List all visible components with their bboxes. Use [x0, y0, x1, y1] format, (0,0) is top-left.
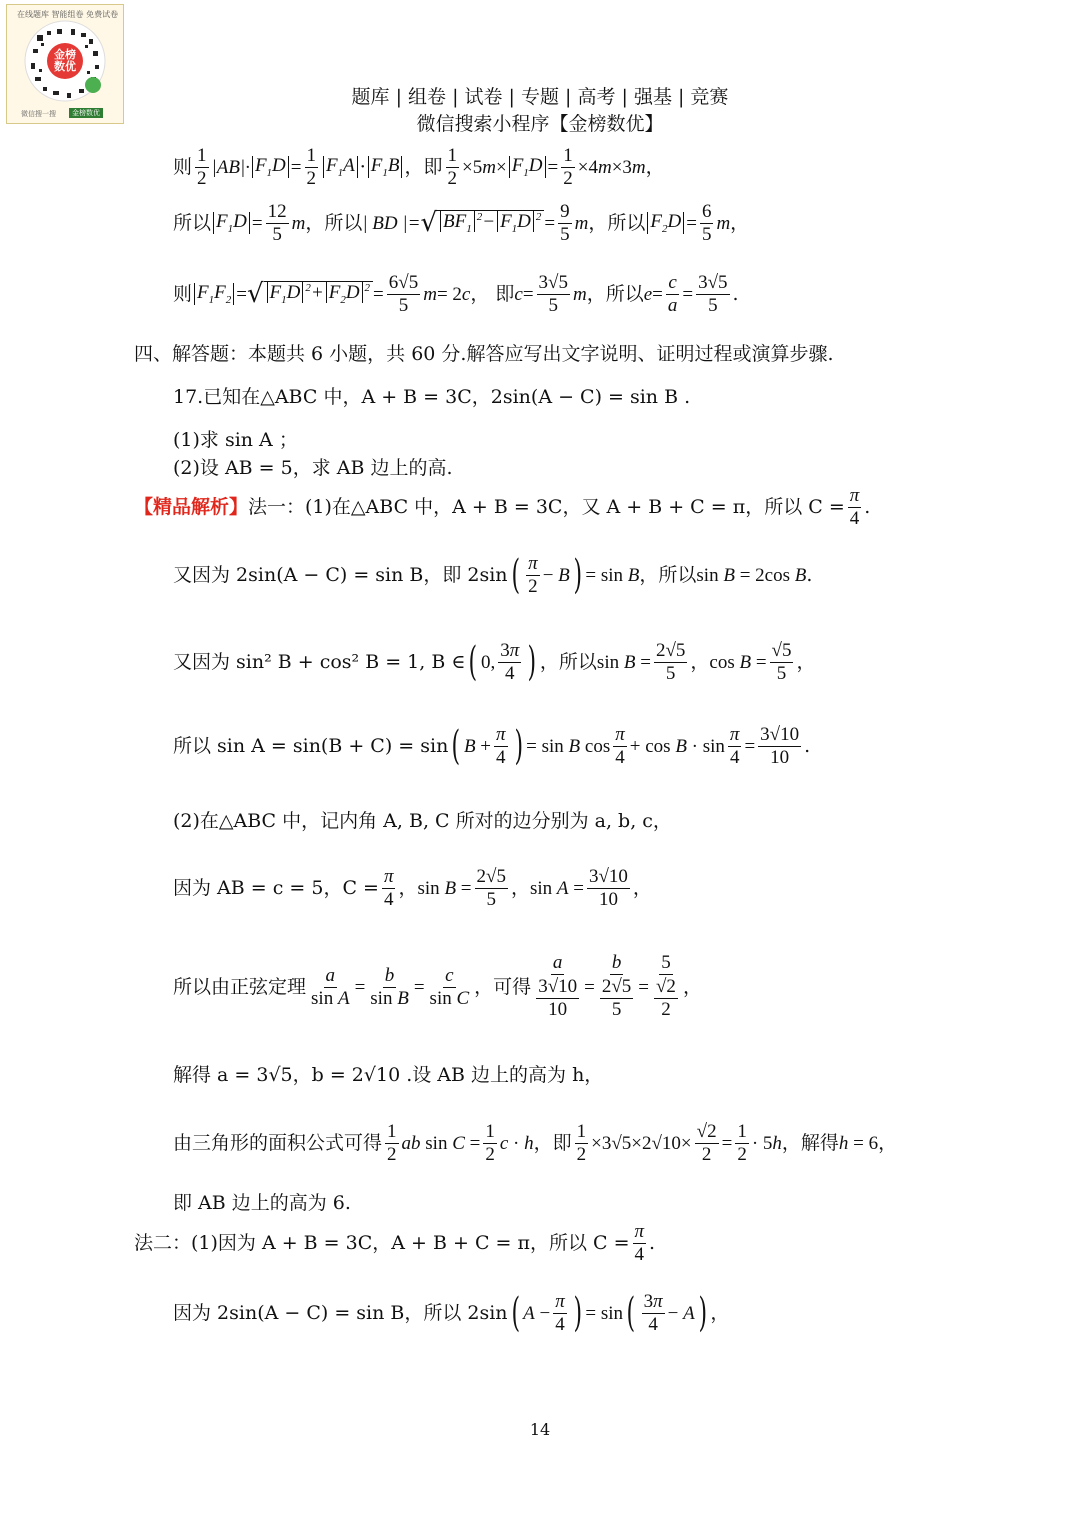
header-nav: 题库 | 组卷 | 试卷 | 专题 | 高考 | 强基 | 竞赛: [351, 86, 729, 108]
analysis-line-3-text: 又因为 sin² B + cos² B = 1, B ∈: [173, 650, 466, 673]
solution-line-1: 则 1 2 |AB|· $F_1D$ = $\frac{1}{2}$ $F_1A$ · $F_1B$ ， 即 $\frac{1}{2}$ ×5m× $F_1D$ = $\frac{1}{2}$ ×4m×3m ，: [173, 144, 665, 189]
analysis-line-6: 因为 AB = c = 5，C = $\frac{\pi}{4}$ ， sin B = $\frac{2√5}{5}$ ， sin A = $\frac{3√10}{10}$ ，: [173, 865, 652, 910]
analysis-line-8: 解得 a = 3√5，b = 2√10 .设 AB 边上的高为 h，: [173, 1064, 604, 1086]
qr-top-text: 在线题库 智能组卷 免费试卷: [17, 10, 119, 19]
analysis-tag: 【精品解析】: [134, 495, 249, 518]
analysis-line-2: 又因为 2sin(A − C) = sin B，即 2sin ( π 2 − B ) = sin B ，所以 sin B = 2cos B .: [173, 552, 813, 598]
page-number: 14: [529, 1420, 551, 1439]
question-17: 17.已知在△ABC 中，A + B = 3C，2sin(A − C) = sin B .: [173, 386, 691, 408]
question-17-part2: (2)设 AB = 5，求 AB 边上的高.: [173, 457, 453, 479]
analysis-line-1: 【精品解析】 法一：(1)在△ABC 中，A + B = 3C，又 A + B + C = π，所以 C = $\frac{\pi}{4}$ .: [134, 484, 871, 529]
analysis-line-10: 即 AB 边上的高为 6.: [173, 1192, 351, 1214]
solution-line-3: 则 $F_1F_2$ = √ $F_1D$ $^2+ F_2D$ $^2$ = $\frac{6√5}{5}$ m = 2c ， 即 c = $\frac{3√5}{5}$ m ，所以 e = $\frac{c}{a}$ = $\frac{3√5}{5}$ .: [173, 271, 739, 316]
section-heading: 四、解答题：本题共 6 小题，共 60 分.解答应写出文字说明、证明过程或演算步骤.: [134, 343, 834, 365]
analysis-line-9-text: 由三角形的面积公式可得: [173, 1131, 383, 1154]
analysis-part2: (2)在△ABC 中，记内角 A, B, C 所对的边分别为 a, b, c，: [173, 810, 672, 832]
analysis-line-4: 所以 sin A = sin(B + C) = sin ( B + $\frac{\pi}{4}$ ) = sin B cos π 4 + cos B · sin $\frac{\pi}{4}$ = $\frac{3√10}{10}$ .: [173, 723, 811, 769]
method2-line-2-text: 因为 2sin(A − C) = sin B，所以 2sin: [173, 1301, 508, 1324]
solution-line-2: 所以 $F_1D$ = $\frac{12}{5}$ m ，所以 | BD |= √ $BF_1^2- F_1D$ $^2$ = $\frac{9}{5}$ m ，所以 $F_2D$ = $\frac{6}{5}$ m ，: [173, 200, 750, 245]
qr-center-text: 金榜数优: [54, 48, 76, 74]
qr-search-text: 金榜数优: [69, 108, 103, 118]
analysis-line-6-text: 因为 AB = c = 5，C =: [173, 876, 379, 899]
analysis-line-4-text: 所以 sin A = sin(B + C) = sin: [173, 734, 449, 757]
analysis-line-2-text: 又因为 2sin(A − C) = sin B，即 2sin: [173, 563, 508, 586]
analysis-line-9: 由三角形的面积公式可得 1 2 ab sin C = $\frac{1}{2}$ c · h ，即 $\frac{1}{2}$ ×3√5×2√10× $\frac{√2}{2}$ = $\frac{1}{2}$ · 5h ，解得 h = 6 ，: [173, 1120, 898, 1165]
method2-line-1-text: 法二：(1)因为 A + B = 3C，A + B + C = π，所以 C =: [134, 1231, 630, 1254]
analysis-line-7: 所以由正弦定理 $\frac{a}{\text{sin A}}$ = $\frac{b}{\text{sin B}}$ = $\frac{c}{\text{sin C}}$ ，可得 $\frac{a}{\frac{3√10}{10}}$ = $\frac{b}{\frac{2√5}{5}}$ = $\frac{5}{\frac{√2}{2}}$ ，: [173, 952, 702, 1020]
method2-line-1: 法二：(1)因为 A + B = 3C，A + B + C = π，所以 C = $\frac{\pi}{4}$ .: [134, 1220, 656, 1265]
analysis-line-7-text: 所以由正弦定理: [173, 975, 307, 998]
word-ji: 即: [423, 155, 443, 178]
word-ze: 则: [173, 155, 193, 178]
word-suoyi: 所以: [173, 211, 212, 234]
analysis-line-3: 又因为 sin² B + cos² B = 1, B ∈ ( 0, 3π 4 ) ，所以 sin B = $\frac{2√5}{5}$ ， cos B = $\frac{√5}{5}$ ，: [173, 639, 816, 685]
analysis-line-1-text: 法一：(1)在△ABC 中，A + B = 3C，又 A + B + C = π，所以 C =: [248, 495, 845, 518]
question-17-part1: (1)求 sin A ；: [173, 429, 298, 451]
qr-bottom-text: 微信搜一搜: [21, 110, 56, 118]
header-sub: 微信搜索小程序【金榜数优】: [416, 113, 664, 135]
method2-line-2: 因为 2sin(A − C) = sin B，所以 2sin ( A − $\frac{\pi}{4}$ ) = sin ( 3π 4 − A ) ，: [173, 1290, 730, 1336]
